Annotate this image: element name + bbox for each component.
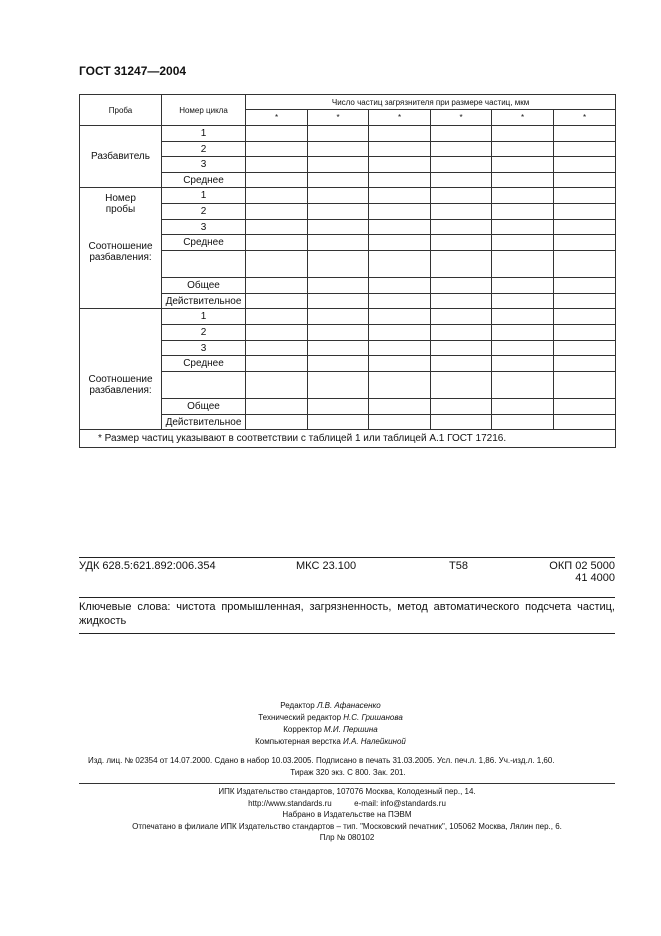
- cycle-cell: Среднее: [162, 235, 246, 251]
- col-header-cycle: Номер цикла: [162, 95, 246, 126]
- publisher-line-3: Набрано в Издательстве на ПЭВМ: [282, 810, 412, 819]
- credit-editor: [0, 700, 661, 712]
- table-row: [80, 126, 616, 142]
- okp-code: [549, 560, 615, 584]
- table-footnote: * Размер частиц указывают в соответствии с таблицей 1 или таблицей А.1 ГОСТ 17216.: [80, 430, 616, 448]
- credit-tech-editor: [0, 712, 661, 724]
- credit-name: Н.С. Гришанова: [343, 713, 403, 722]
- imprint-line-1: Изд. лиц. № 02354 от 14.07.2000. Сдано в набор 10.03.2005. Подписано в печать 31.03.2005. Усл. печ.л. 1,86. Уч.-изд.л. 1,60.: [88, 756, 555, 765]
- publisher-contacts: [79, 798, 615, 810]
- credit-role: Компьютерная верстка: [255, 737, 341, 746]
- dilution-cell: Действительное: [162, 415, 246, 430]
- dilution-cell: Общее: [162, 399, 246, 415]
- group-code: Т58: [449, 560, 468, 572]
- group-3-labels: [80, 309, 162, 430]
- okp-line-2: 41 4000: [575, 572, 615, 584]
- cycle-cell: 3: [162, 220, 246, 235]
- credit-role: Корректор: [283, 725, 322, 734]
- publisher-line-5: Плр № 080102: [319, 833, 375, 842]
- credit-role: Редактор: [280, 701, 315, 710]
- credit-layout: [0, 736, 661, 748]
- col-header-particles: Число частиц загрязнителя при размере частиц, мкм: [246, 95, 616, 110]
- credit-name: Л.В. Афанасенко: [316, 701, 381, 710]
- group-2-labels: [80, 188, 162, 309]
- size-marker: *: [308, 110, 369, 126]
- size-marker: *: [492, 110, 554, 126]
- cycle-cell: 2: [162, 204, 246, 220]
- document-header: ГОСТ 31247—2004: [79, 64, 187, 78]
- cycle-cell: 2: [162, 325, 246, 341]
- cycle-cell: 3: [162, 341, 246, 356]
- dilution-cell: Действительное: [162, 294, 246, 309]
- cycle-cell: 3: [162, 157, 246, 173]
- table-row: [80, 188, 616, 204]
- size-marker: *: [369, 110, 431, 126]
- group-label-dilution: Соотношение разбавления:: [88, 374, 153, 396]
- group-label-diluent: Разбавитель: [80, 126, 162, 188]
- mks-code: МКС 23.100: [296, 560, 357, 572]
- credit-name: И.А. Налейкиной: [343, 737, 406, 746]
- credit-role: Технический редактор: [258, 713, 342, 722]
- cycle-cell: 1: [162, 309, 246, 325]
- publisher-email[interactable]: e-mail: info@standards.ru: [354, 798, 446, 808]
- imprint-block: [88, 755, 608, 779]
- size-marker: *: [554, 110, 616, 126]
- udk-code: УДК 628.5:621.892:006.354: [79, 560, 216, 572]
- publisher-block: [79, 783, 615, 844]
- dilution-cell: [162, 251, 246, 278]
- credit-corrector: [0, 724, 661, 736]
- dilution-cell: [162, 372, 246, 399]
- cycle-cell: 2: [162, 142, 246, 157]
- publisher-site[interactable]: http://www.standards.ru: [248, 798, 332, 808]
- okp-line-1: ОКП 02 5000: [549, 560, 615, 572]
- publisher-line-4: Отпечатано в филиале ИПК Издательство стандартов – тип. "Московский печатник", 105062 Москва, Лялин пер., 6.: [132, 821, 562, 831]
- cycle-cell: Среднее: [162, 173, 246, 188]
- table-row: [80, 309, 616, 325]
- group-label-dilution: Соотношение разбавления:: [88, 241, 153, 263]
- dilution-cell: Общее: [162, 278, 246, 294]
- cycle-cell: 1: [162, 188, 246, 204]
- particle-count-table: [79, 94, 616, 448]
- cycle-cell: 1: [162, 126, 246, 142]
- keywords: Ключевые слова: чистота промышленная, загрязненность, метод автоматического подсчета частиц, жидкость: [79, 597, 615, 634]
- col-header-sample: Проба: [80, 95, 162, 126]
- classification-line: [79, 557, 615, 588]
- group-label-sample-number: Номер пробы: [105, 193, 136, 215]
- credit-name: М.И. Першина: [324, 725, 378, 734]
- publisher-line-1: ИПК Издательство стандартов, 107076 Москва, Колодезный пер., 14.: [218, 787, 476, 796]
- cycle-cell: Среднее: [162, 356, 246, 372]
- imprint-line-2: Тираж 320 экз. С 800. Зак. 201.: [290, 768, 406, 777]
- size-marker: *: [246, 110, 308, 126]
- size-marker: *: [431, 110, 492, 126]
